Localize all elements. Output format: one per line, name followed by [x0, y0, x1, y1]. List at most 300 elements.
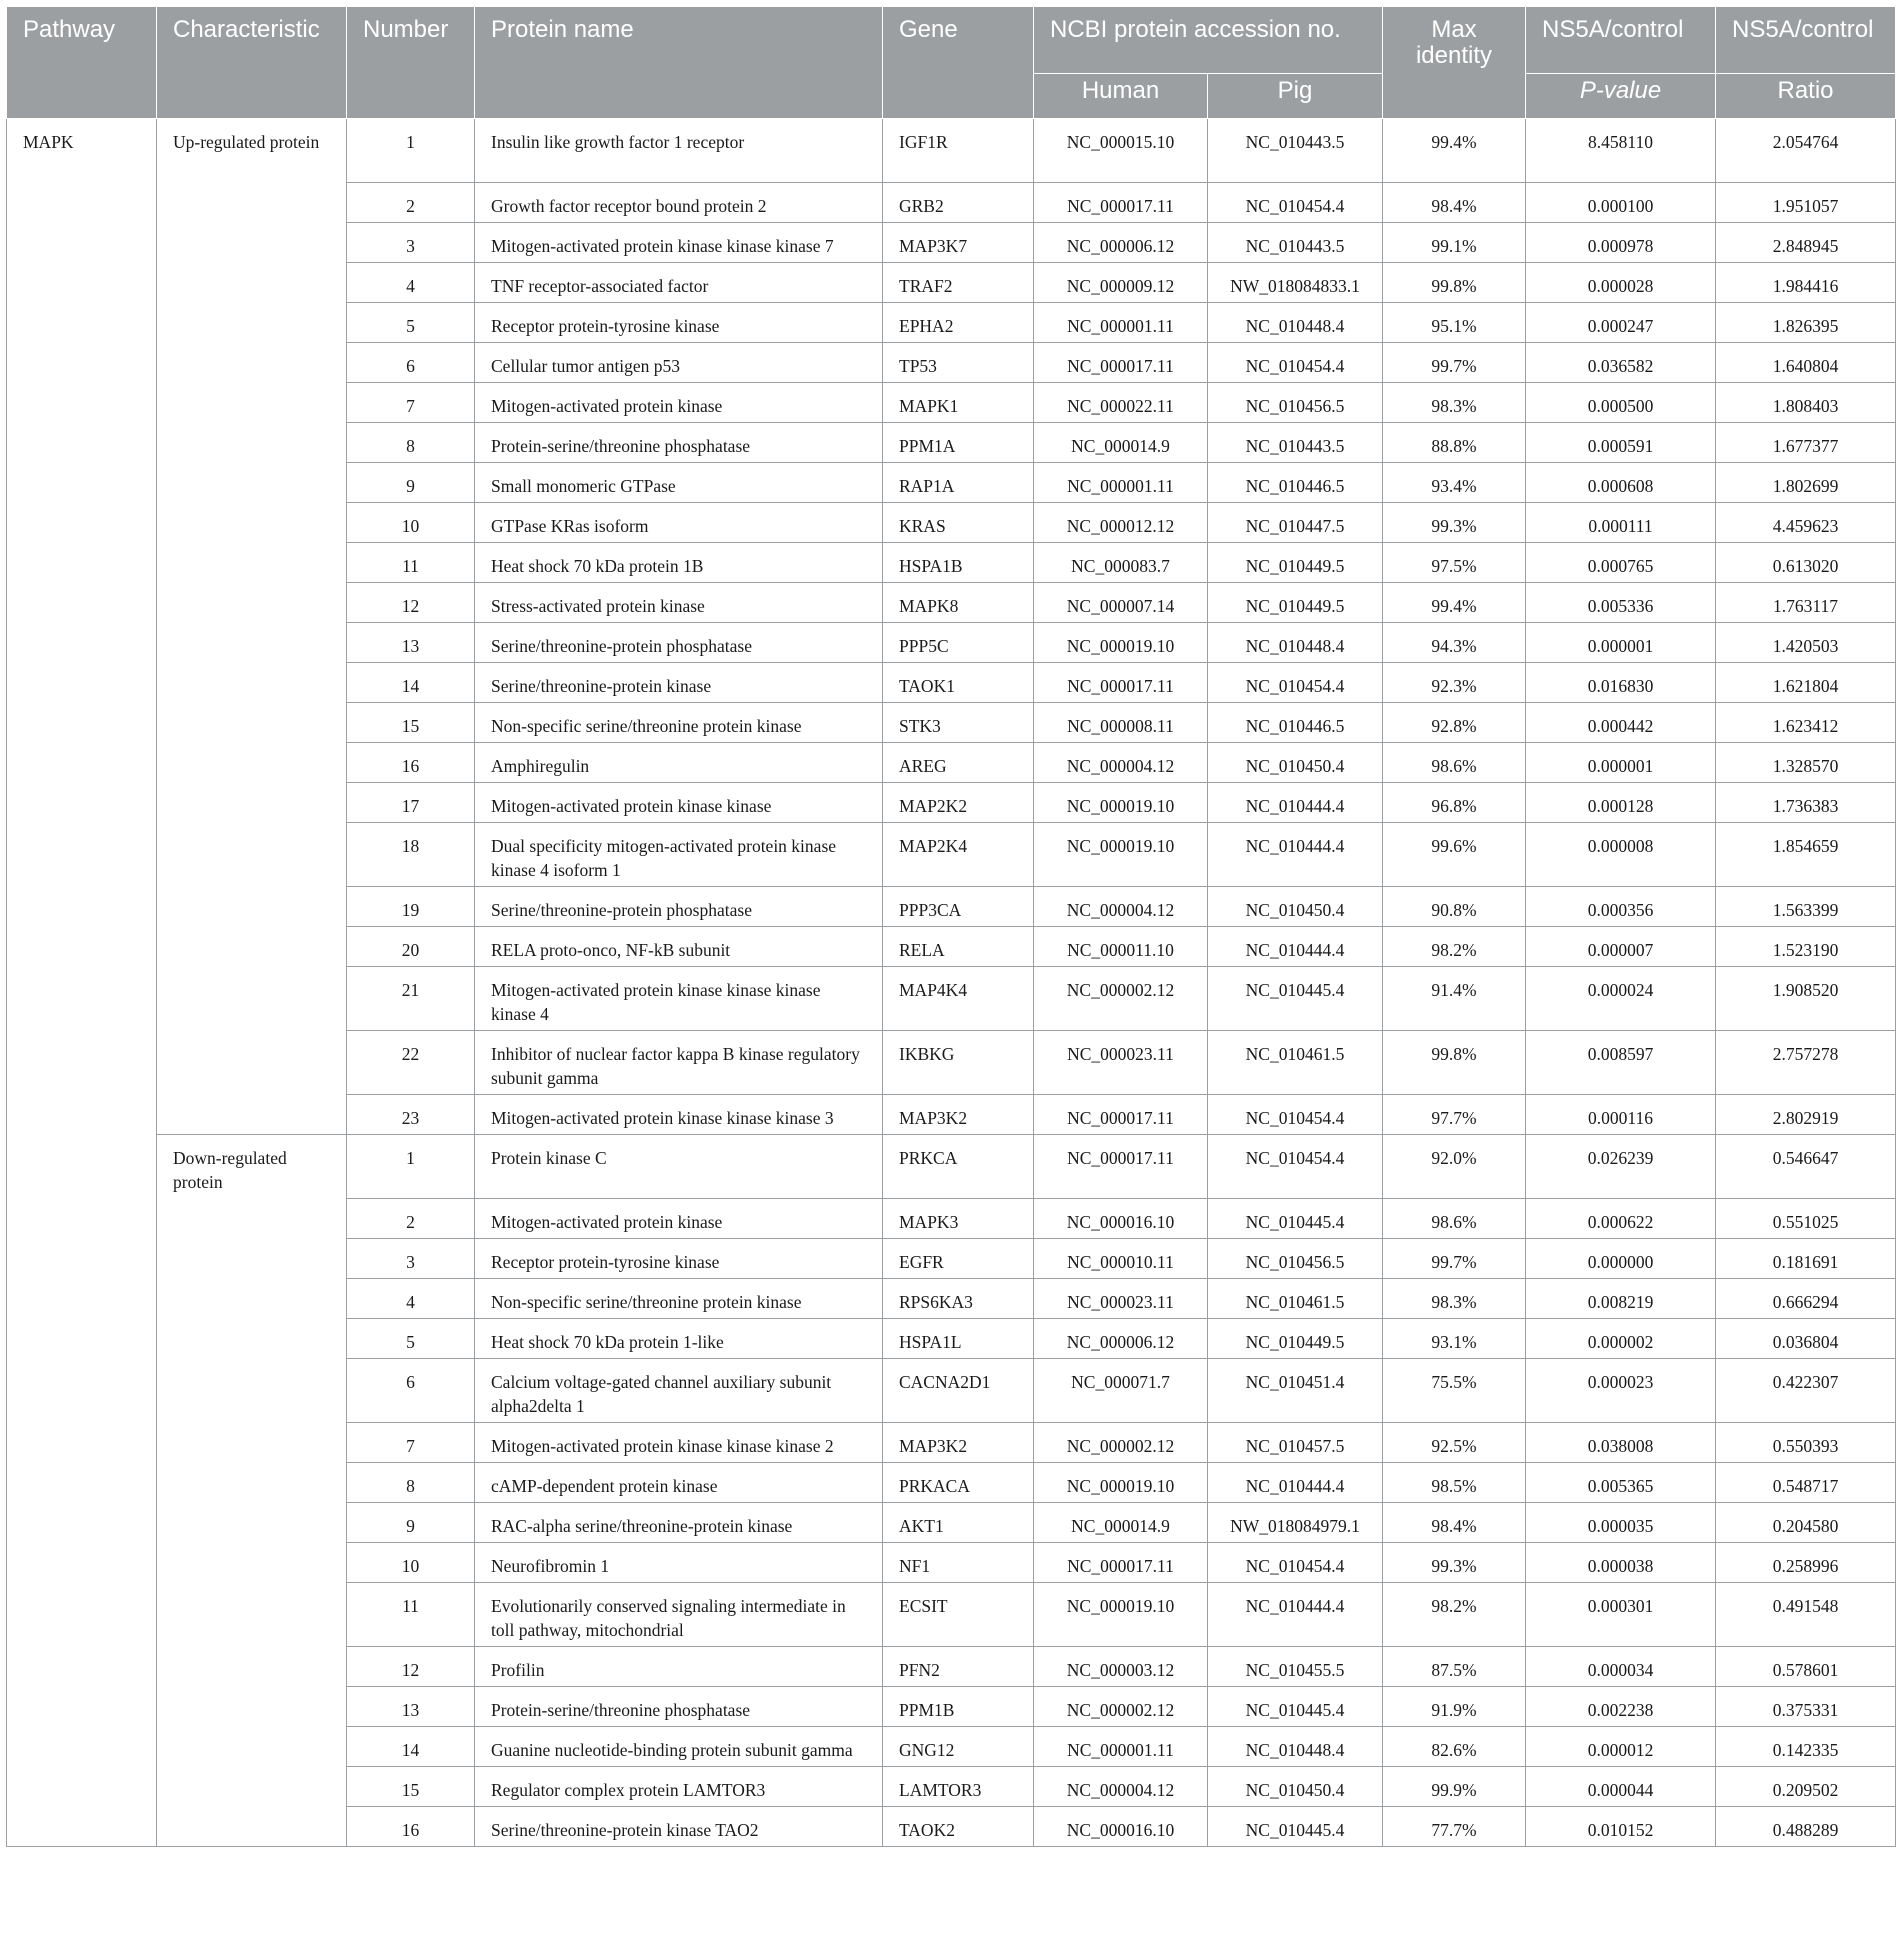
ratio-cell: 1.802699: [1716, 463, 1896, 503]
ratio-cell: 0.488289: [1716, 1807, 1896, 1847]
pig-accession-cell: NC_010446.5: [1208, 463, 1383, 503]
number-cell: 11: [347, 1583, 475, 1647]
gene-cell: ECSIT: [883, 1583, 1034, 1647]
ratio-cell: 0.666294: [1716, 1279, 1896, 1319]
ratio-cell: 1.984416: [1716, 263, 1896, 303]
gene-cell: MAP3K2: [883, 1423, 1034, 1463]
protein-name-cell: Mitogen-activated protein kinase: [475, 383, 883, 423]
human-accession-cell: NC_000014.9: [1034, 423, 1208, 463]
ratio-cell: 1.677377: [1716, 423, 1896, 463]
p-value-cell: 0.000038: [1526, 1543, 1716, 1583]
human-accession-cell: NC_000003.12: [1034, 1647, 1208, 1687]
ratio-cell: 2.802919: [1716, 1095, 1896, 1135]
header-ns5a-control-ratio: NS5A/control: [1716, 7, 1896, 74]
pig-accession-cell: NC_010443.5: [1208, 223, 1383, 263]
pig-accession-cell: NC_010444.4: [1208, 783, 1383, 823]
max-identity-cell: 98.2%: [1383, 927, 1526, 967]
gene-cell: RPS6KA3: [883, 1279, 1034, 1319]
pig-accession-cell: NC_010456.5: [1208, 383, 1383, 423]
p-value-cell: 0.000128: [1526, 783, 1716, 823]
protein-name-cell: Serine/threonine-protein kinase: [475, 663, 883, 703]
ratio-cell: 1.908520: [1716, 967, 1896, 1031]
protein-name-cell: Receptor protein-tyrosine kinase: [475, 1239, 883, 1279]
protein-name-cell: Mitogen-activated protein kinase: [475, 1199, 883, 1239]
max-identity-cell: 93.1%: [1383, 1319, 1526, 1359]
number-cell: 20: [347, 927, 475, 967]
number-cell: 1: [347, 119, 475, 183]
protein-name-cell: Evolutionarily conserved signaling intermediate in toll pathway, mitochondrial: [475, 1583, 883, 1647]
gene-cell: PRKACA: [883, 1463, 1034, 1503]
p-value-cell: 0.000442: [1526, 703, 1716, 743]
ratio-cell: 1.621804: [1716, 663, 1896, 703]
header-protein-name: Protein name: [475, 7, 883, 119]
protein-name-cell: Heat shock 70 kDa protein 1B: [475, 543, 883, 583]
protein-name-cell: Serine/threonine-protein kinase TAO2: [475, 1807, 883, 1847]
protein-name-cell: Mitogen-activated protein kinase kinase kinase kinase 4: [475, 967, 883, 1031]
pig-accession-cell: NC_010454.4: [1208, 343, 1383, 383]
protein-name-cell: Serine/threonine-protein phosphatase: [475, 887, 883, 927]
characteristic-cell: Down-regulated protein: [157, 1135, 347, 1847]
p-value-cell: 0.008219: [1526, 1279, 1716, 1319]
ratio-cell: 2.054764: [1716, 119, 1896, 183]
protein-name-cell: Growth factor receptor bound protein 2: [475, 183, 883, 223]
gene-cell: MAP3K2: [883, 1095, 1034, 1135]
number-cell: 13: [347, 623, 475, 663]
header-human: Human: [1034, 74, 1208, 119]
p-value-cell: 0.000978: [1526, 223, 1716, 263]
ratio-cell: 0.551025: [1716, 1199, 1896, 1239]
max-identity-cell: 99.1%: [1383, 223, 1526, 263]
human-accession-cell: NC_000022.11: [1034, 383, 1208, 423]
gene-cell: PFN2: [883, 1647, 1034, 1687]
p-value-cell: 0.000028: [1526, 263, 1716, 303]
number-cell: 10: [347, 1543, 475, 1583]
human-accession-cell: NC_000008.11: [1034, 703, 1208, 743]
gene-cell: NF1: [883, 1543, 1034, 1583]
human-accession-cell: NC_000016.10: [1034, 1807, 1208, 1847]
max-identity-cell: 98.2%: [1383, 1583, 1526, 1647]
header-pvalue-label: P-value: [1579, 77, 1662, 104]
number-cell: 9: [347, 1503, 475, 1543]
pig-accession-cell: NC_010450.4: [1208, 743, 1383, 783]
pig-accession-cell: NC_010444.4: [1208, 927, 1383, 967]
protein-name-cell: Protein kinase C: [475, 1135, 883, 1199]
human-accession-cell: NC_000071.7: [1034, 1359, 1208, 1423]
number-cell: 12: [347, 583, 475, 623]
number-cell: 5: [347, 303, 475, 343]
human-accession-cell: NC_000019.10: [1034, 623, 1208, 663]
protein-name-cell: Receptor protein-tyrosine kinase: [475, 303, 883, 343]
gene-cell: AKT1: [883, 1503, 1034, 1543]
pig-accession-cell: NC_010443.5: [1208, 119, 1383, 183]
gene-cell: TP53: [883, 343, 1034, 383]
gene-cell: MAP2K4: [883, 823, 1034, 887]
header-ns5a-control-pvalue: NS5A/control: [1526, 7, 1716, 74]
max-identity-cell: 96.8%: [1383, 783, 1526, 823]
ratio-cell: 1.328570: [1716, 743, 1896, 783]
pig-accession-cell: NC_010461.5: [1208, 1031, 1383, 1095]
protein-name-cell: RAC-alpha serine/threonine-protein kinase: [475, 1503, 883, 1543]
p-value-cell: 0.000024: [1526, 967, 1716, 1031]
pig-accession-cell: NC_010444.4: [1208, 1463, 1383, 1503]
p-value-cell: 0.000008: [1526, 823, 1716, 887]
human-accession-cell: NC_000004.12: [1034, 1767, 1208, 1807]
max-identity-cell: 92.5%: [1383, 1423, 1526, 1463]
pig-accession-cell: NC_010455.5: [1208, 1647, 1383, 1687]
protein-name-cell: Protein-serine/threonine phosphatase: [475, 1687, 883, 1727]
p-value-cell: 0.036582: [1526, 343, 1716, 383]
number-cell: 5: [347, 1319, 475, 1359]
gene-cell: CACNA2D1: [883, 1359, 1034, 1423]
pig-accession-cell: NW_018084979.1: [1208, 1503, 1383, 1543]
ratio-cell: 0.548717: [1716, 1463, 1896, 1503]
human-accession-cell: NC_000083.7: [1034, 543, 1208, 583]
p-value-cell: 0.005365: [1526, 1463, 1716, 1503]
protein-name-cell: Non-specific serine/threonine protein kinase: [475, 703, 883, 743]
protein-name-cell: Calcium voltage-gated channel auxiliary subunit alpha2delta 1: [475, 1359, 883, 1423]
pig-accession-cell: NC_010444.4: [1208, 1583, 1383, 1647]
pig-accession-cell: NC_010448.4: [1208, 1727, 1383, 1767]
human-accession-cell: NC_000017.11: [1034, 1543, 1208, 1583]
human-accession-cell: NC_000011.10: [1034, 927, 1208, 967]
max-identity-cell: 92.3%: [1383, 663, 1526, 703]
max-identity-cell: 77.7%: [1383, 1807, 1526, 1847]
ratio-cell: 0.550393: [1716, 1423, 1896, 1463]
gene-cell: MAPK8: [883, 583, 1034, 623]
p-value-cell: 0.008597: [1526, 1031, 1716, 1095]
max-identity-cell: 98.3%: [1383, 1279, 1526, 1319]
human-accession-cell: NC_000017.11: [1034, 1135, 1208, 1199]
header-max-identity: Max identity: [1383, 7, 1526, 119]
max-identity-cell: 88.8%: [1383, 423, 1526, 463]
protein-name-cell: Protein-serine/threonine phosphatase: [475, 423, 883, 463]
pig-accession-cell: NC_010454.4: [1208, 1135, 1383, 1199]
gene-cell: MAPK3: [883, 1199, 1034, 1239]
gene-cell: HSPA1B: [883, 543, 1034, 583]
human-accession-cell: NC_000001.11: [1034, 303, 1208, 343]
human-accession-cell: NC_000017.11: [1034, 663, 1208, 703]
number-cell: 2: [347, 1199, 475, 1239]
ratio-cell: 1.563399: [1716, 887, 1896, 927]
max-identity-cell: 98.4%: [1383, 183, 1526, 223]
characteristic-cell: Up-regulated protein: [157, 119, 347, 1135]
p-value-cell: 0.000012: [1526, 1727, 1716, 1767]
pig-accession-cell: NC_010445.4: [1208, 1199, 1383, 1239]
ratio-cell: 0.181691: [1716, 1239, 1896, 1279]
pig-accession-cell: NC_010444.4: [1208, 823, 1383, 887]
human-accession-cell: NC_000009.12: [1034, 263, 1208, 303]
human-accession-cell: NC_000019.10: [1034, 823, 1208, 887]
human-accession-cell: NC_000017.11: [1034, 1095, 1208, 1135]
number-cell: 7: [347, 383, 475, 423]
pig-accession-cell: NC_010445.4: [1208, 967, 1383, 1031]
human-accession-cell: NC_000017.11: [1034, 343, 1208, 383]
header-ratio: Ratio: [1716, 74, 1896, 119]
p-value-cell: 0.000301: [1526, 1583, 1716, 1647]
human-accession-cell: NC_000002.12: [1034, 1423, 1208, 1463]
gene-cell: EPHA2: [883, 303, 1034, 343]
p-value-cell: 0.000247: [1526, 303, 1716, 343]
human-accession-cell: NC_000010.11: [1034, 1239, 1208, 1279]
protein-name-cell: Profilin: [475, 1647, 883, 1687]
pig-accession-cell: NC_010457.5: [1208, 1423, 1383, 1463]
p-value-cell: 0.016830: [1526, 663, 1716, 703]
protein-name-cell: Neurofibromin 1: [475, 1543, 883, 1583]
ratio-cell: 1.736383: [1716, 783, 1896, 823]
number-cell: 15: [347, 1767, 475, 1807]
protein-name-cell: Small monomeric GTPase: [475, 463, 883, 503]
max-identity-cell: 95.1%: [1383, 303, 1526, 343]
number-cell: 10: [347, 503, 475, 543]
max-identity-cell: 87.5%: [1383, 1647, 1526, 1687]
protein-name-cell: Insulin like growth factor 1 receptor: [475, 119, 883, 183]
protein-name-cell: Guanine nucleotide-binding protein subunit gamma: [475, 1727, 883, 1767]
number-cell: 14: [347, 663, 475, 703]
pig-accession-cell: NC_010446.5: [1208, 703, 1383, 743]
ratio-cell: 0.375331: [1716, 1687, 1896, 1727]
max-identity-cell: 98.6%: [1383, 743, 1526, 783]
p-value-cell: 0.000035: [1526, 1503, 1716, 1543]
p-value-cell: 0.026239: [1526, 1135, 1716, 1199]
ratio-cell: 0.142335: [1716, 1727, 1896, 1767]
pig-accession-cell: NC_010447.5: [1208, 503, 1383, 543]
max-identity-cell: 99.4%: [1383, 119, 1526, 183]
ratio-cell: 2.757278: [1716, 1031, 1896, 1095]
gene-cell: IKBKG: [883, 1031, 1034, 1095]
table-row: [7, 1135, 1896, 1199]
gene-cell: TRAF2: [883, 263, 1034, 303]
max-identity-cell: 99.8%: [1383, 1031, 1526, 1095]
gene-cell: AREG: [883, 743, 1034, 783]
number-cell: 21: [347, 967, 475, 1031]
gene-cell: PPM1B: [883, 1687, 1034, 1727]
p-value-cell: 0.000500: [1526, 383, 1716, 423]
p-value-cell: 0.000111: [1526, 503, 1716, 543]
human-accession-cell: NC_000016.10: [1034, 1199, 1208, 1239]
number-cell: 14: [347, 1727, 475, 1767]
protein-name-cell: TNF receptor-associated factor: [475, 263, 883, 303]
human-accession-cell: NC_000023.11: [1034, 1279, 1208, 1319]
human-accession-cell: NC_000006.12: [1034, 223, 1208, 263]
pig-accession-cell: NC_010454.4: [1208, 1095, 1383, 1135]
number-cell: 15: [347, 703, 475, 743]
pig-accession-cell: NC_010449.5: [1208, 1319, 1383, 1359]
table-row: [7, 119, 1896, 183]
ratio-cell: 1.808403: [1716, 383, 1896, 423]
ratio-cell: 0.036804: [1716, 1319, 1896, 1359]
pig-accession-cell: NC_010449.5: [1208, 543, 1383, 583]
protein-name-cell: Dual specificity mitogen-activated protein kinase kinase 4 isoform 1: [475, 823, 883, 887]
human-accession-cell: NC_000012.12: [1034, 503, 1208, 543]
p-value-cell: 0.000116: [1526, 1095, 1716, 1135]
max-identity-cell: 99.7%: [1383, 1239, 1526, 1279]
max-identity-cell: 99.3%: [1383, 503, 1526, 543]
protein-name-cell: Mitogen-activated protein kinase kinase: [475, 783, 883, 823]
p-value-cell: 0.000100: [1526, 183, 1716, 223]
human-accession-cell: NC_000001.11: [1034, 1727, 1208, 1767]
header-number: Number: [347, 7, 475, 119]
gene-cell: RAP1A: [883, 463, 1034, 503]
pig-accession-cell: NC_010451.4: [1208, 1359, 1383, 1423]
pig-accession-cell: NC_010461.5: [1208, 1279, 1383, 1319]
gene-cell: KRAS: [883, 503, 1034, 543]
ratio-cell: 1.640804: [1716, 343, 1896, 383]
table-header: [7, 7, 1896, 119]
ratio-cell: 0.613020: [1716, 543, 1896, 583]
max-identity-cell: 99.9%: [1383, 1767, 1526, 1807]
ratio-cell: 1.854659: [1716, 823, 1896, 887]
number-cell: 22: [347, 1031, 475, 1095]
number-cell: 17: [347, 783, 475, 823]
number-cell: 6: [347, 1359, 475, 1423]
ratio-cell: 1.763117: [1716, 583, 1896, 623]
pig-accession-cell: NC_010454.4: [1208, 663, 1383, 703]
header-ncbi: NCBI protein accession no.: [1034, 7, 1383, 74]
human-accession-cell: NC_000002.12: [1034, 967, 1208, 1031]
number-cell: 16: [347, 743, 475, 783]
max-identity-cell: 94.3%: [1383, 623, 1526, 663]
gene-cell: MAPK1: [883, 383, 1034, 423]
p-value-cell: 0.000002: [1526, 1319, 1716, 1359]
gene-cell: GNG12: [883, 1727, 1034, 1767]
pig-accession-cell: NW_018084833.1: [1208, 263, 1383, 303]
max-identity-cell: 75.5%: [1383, 1359, 1526, 1423]
gene-cell: PPM1A: [883, 423, 1034, 463]
protein-name-cell: Mitogen-activated protein kinase kinase kinase 3: [475, 1095, 883, 1135]
human-accession-cell: NC_000004.12: [1034, 887, 1208, 927]
pig-accession-cell: NC_010448.4: [1208, 303, 1383, 343]
protein-name-cell: Regulator complex protein LAMTOR3: [475, 1767, 883, 1807]
ratio-cell: 0.546647: [1716, 1135, 1896, 1199]
max-identity-cell: 90.8%: [1383, 887, 1526, 927]
protein-name-cell: Serine/threonine-protein phosphatase: [475, 623, 883, 663]
human-accession-cell: NC_000015.10: [1034, 119, 1208, 183]
human-accession-cell: NC_000007.14: [1034, 583, 1208, 623]
gene-cell: TAOK2: [883, 1807, 1034, 1847]
ratio-cell: 4.459623: [1716, 503, 1896, 543]
p-value-cell: 0.000591: [1526, 423, 1716, 463]
human-accession-cell: NC_000023.11: [1034, 1031, 1208, 1095]
number-cell: 1: [347, 1135, 475, 1199]
human-accession-cell: NC_000004.12: [1034, 743, 1208, 783]
number-cell: 11: [347, 543, 475, 583]
header-pathway: Pathway: [7, 7, 157, 119]
header-pig: Pig: [1208, 74, 1383, 119]
max-identity-cell: 91.4%: [1383, 967, 1526, 1031]
ratio-cell: 2.848945: [1716, 223, 1896, 263]
max-identity-cell: 98.3%: [1383, 383, 1526, 423]
max-identity-cell: 82.6%: [1383, 1727, 1526, 1767]
pathway-cell: MAPK: [7, 119, 157, 1847]
max-identity-cell: 92.0%: [1383, 1135, 1526, 1199]
ratio-cell: 0.258996: [1716, 1543, 1896, 1583]
human-accession-cell: NC_000002.12: [1034, 1687, 1208, 1727]
gene-cell: EGFR: [883, 1239, 1034, 1279]
number-cell: 16: [347, 1807, 475, 1847]
number-cell: 19: [347, 887, 475, 927]
gene-cell: RELA: [883, 927, 1034, 967]
p-value-cell: 0.038008: [1526, 1423, 1716, 1463]
p-value-cell: 0.000034: [1526, 1647, 1716, 1687]
protein-name-cell: Inhibitor of nuclear factor kappa B kinase regulatory subunit gamma: [475, 1031, 883, 1095]
p-value-cell: 0.000765: [1526, 543, 1716, 583]
max-identity-cell: 93.4%: [1383, 463, 1526, 503]
protein-name-cell: Heat shock 70 kDa protein 1-like: [475, 1319, 883, 1359]
ratio-cell: 0.491548: [1716, 1583, 1896, 1647]
gene-cell: MAP2K2: [883, 783, 1034, 823]
max-identity-cell: 99.3%: [1383, 1543, 1526, 1583]
header-characteristic: Characteristic: [157, 7, 347, 119]
human-accession-cell: NC_000019.10: [1034, 1583, 1208, 1647]
protein-name-cell: Mitogen-activated protein kinase kinase kinase 7: [475, 223, 883, 263]
ratio-cell: 0.209502: [1716, 1767, 1896, 1807]
gene-cell: GRB2: [883, 183, 1034, 223]
max-identity-cell: 99.4%: [1383, 583, 1526, 623]
p-value-cell: 0.000356: [1526, 887, 1716, 927]
p-value-cell: 0.000007: [1526, 927, 1716, 967]
protein-name-cell: Mitogen-activated protein kinase kinase kinase 2: [475, 1423, 883, 1463]
ratio-cell: 1.826395: [1716, 303, 1896, 343]
max-identity-cell: 98.5%: [1383, 1463, 1526, 1503]
pig-accession-cell: NC_010443.5: [1208, 423, 1383, 463]
human-accession-cell: NC_000014.9: [1034, 1503, 1208, 1543]
p-value-cell: 0.000622: [1526, 1199, 1716, 1239]
max-identity-cell: 98.4%: [1383, 1503, 1526, 1543]
p-value-cell: 8.458110: [1526, 119, 1716, 183]
human-accession-cell: NC_000019.10: [1034, 1463, 1208, 1503]
pig-accession-cell: NC_010445.4: [1208, 1687, 1383, 1727]
ratio-cell: 1.623412: [1716, 703, 1896, 743]
protein-name-cell: RELA proto-onco, NF-kB subunit: [475, 927, 883, 967]
number-cell: 4: [347, 263, 475, 303]
protein-name-cell: Non-specific serine/threonine protein kinase: [475, 1279, 883, 1319]
pig-accession-cell: NC_010448.4: [1208, 623, 1383, 663]
number-cell: 8: [347, 423, 475, 463]
max-identity-cell: 97.5%: [1383, 543, 1526, 583]
human-accession-cell: NC_000006.12: [1034, 1319, 1208, 1359]
number-cell: 6: [347, 343, 475, 383]
number-cell: 4: [347, 1279, 475, 1319]
protein-name-cell: Amphiregulin: [475, 743, 883, 783]
pig-accession-cell: NC_010449.5: [1208, 583, 1383, 623]
header-gene: Gene: [883, 7, 1034, 119]
p-value-cell: 0.000000: [1526, 1239, 1716, 1279]
gene-cell: LAMTOR3: [883, 1767, 1034, 1807]
number-cell: 7: [347, 1423, 475, 1463]
gene-cell: PRKCA: [883, 1135, 1034, 1199]
gene-cell: STK3: [883, 703, 1034, 743]
pig-accession-cell: NC_010454.4: [1208, 1543, 1383, 1583]
max-identity-cell: 99.8%: [1383, 263, 1526, 303]
p-value-cell: 0.005336: [1526, 583, 1716, 623]
protein-table: [6, 6, 1896, 1847]
gene-cell: MAP3K7: [883, 223, 1034, 263]
p-value-cell: 0.010152: [1526, 1807, 1716, 1847]
max-identity-cell: 97.7%: [1383, 1095, 1526, 1135]
human-accession-cell: NC_000017.11: [1034, 183, 1208, 223]
number-cell: 23: [347, 1095, 475, 1135]
number-cell: 8: [347, 1463, 475, 1503]
protein-name-cell: GTPase KRas isoform: [475, 503, 883, 543]
table-body: [7, 119, 1896, 1847]
ratio-cell: 1.420503: [1716, 623, 1896, 663]
number-cell: 2: [347, 183, 475, 223]
human-accession-cell: NC_000019.10: [1034, 783, 1208, 823]
gene-cell: HSPA1L: [883, 1319, 1034, 1359]
ratio-cell: 0.422307: [1716, 1359, 1896, 1423]
gene-cell: PPP3CA: [883, 887, 1034, 927]
gene-cell: IGF1R: [883, 119, 1034, 183]
